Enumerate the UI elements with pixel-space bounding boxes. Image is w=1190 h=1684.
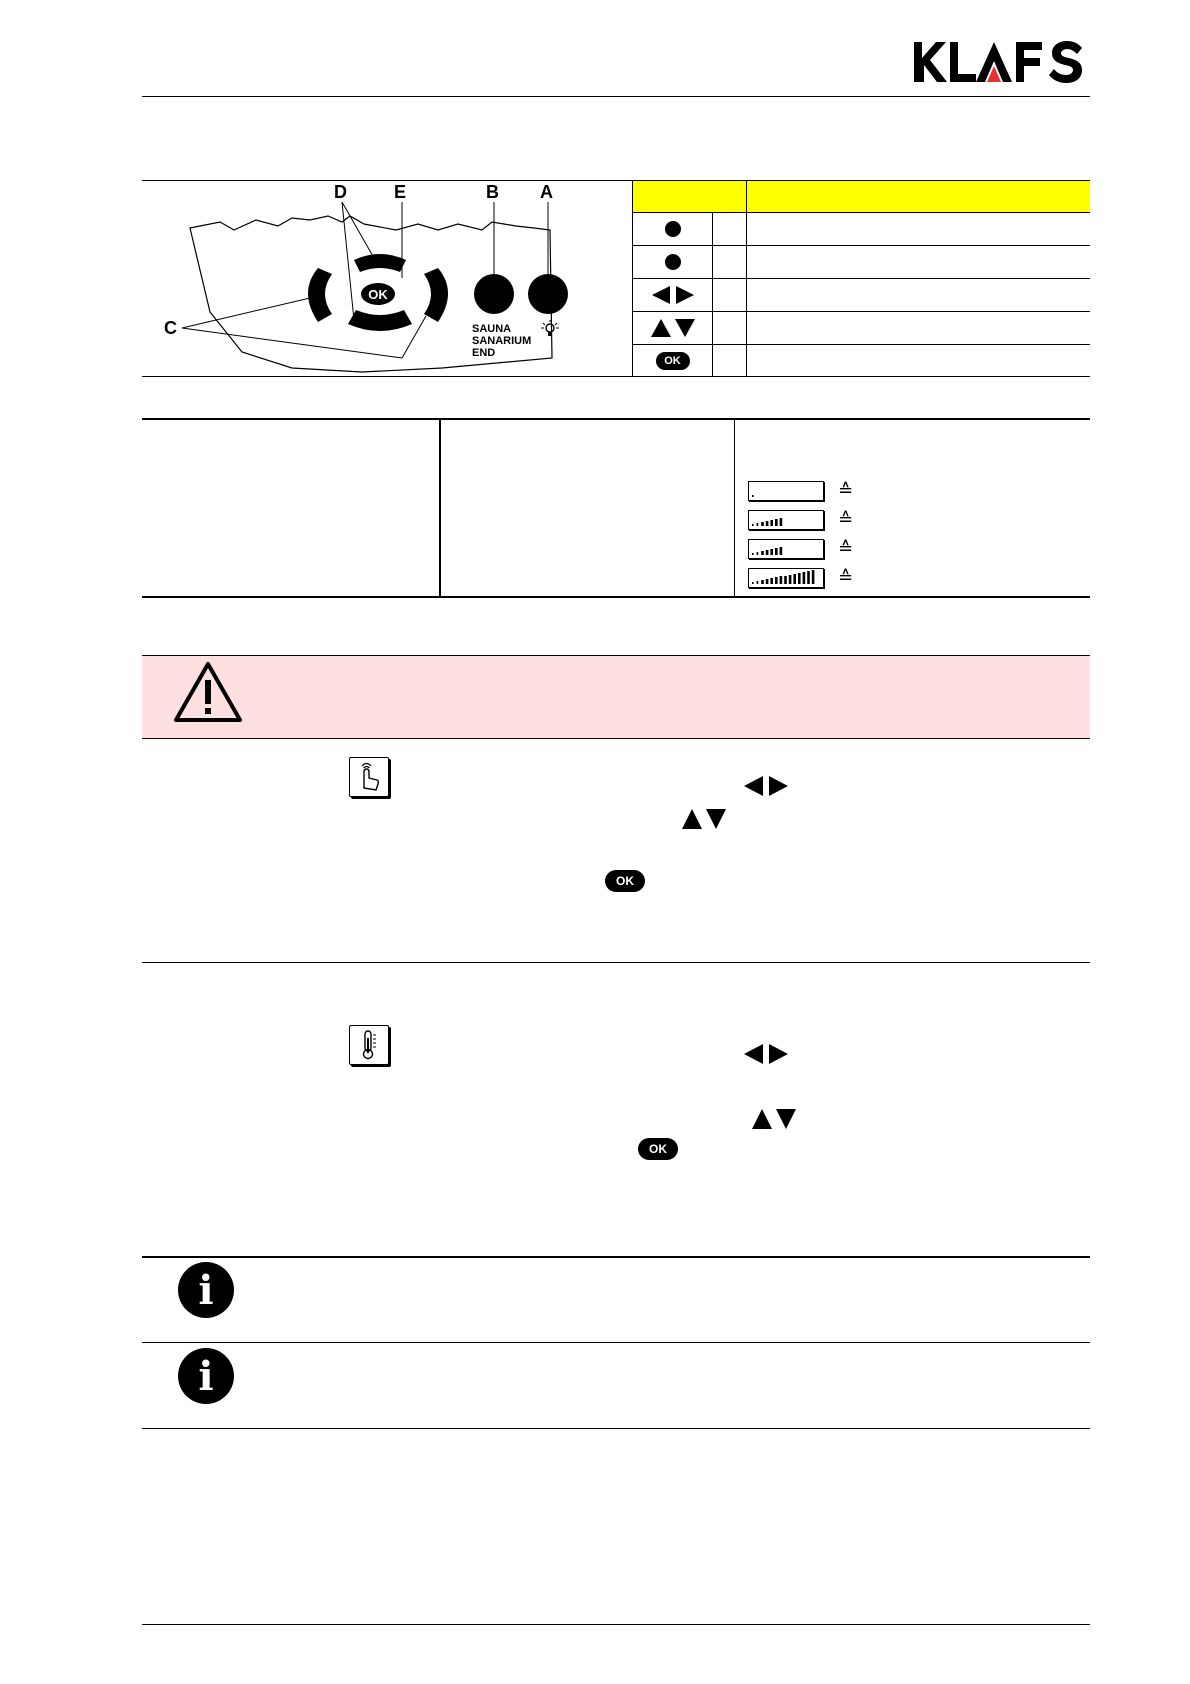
button-a [528,274,568,314]
label-e: E [394,182,407,202]
footer-rule [142,1624,1090,1625]
info-middle-rule [142,1342,1090,1343]
pad-bottom-arc [348,310,412,331]
level-bar [766,521,769,526]
levels-col-divider-2 [734,418,735,596]
label-c: C [164,318,177,338]
level-bar [784,576,787,584]
light-bulb-icon [541,320,559,336]
level-bar [752,524,754,526]
legend-row-4-up-down-triangles-icon [633,312,712,344]
level-bar [761,580,764,584]
pad-ok-label: OK [368,287,388,302]
level-bar [752,553,754,555]
level-bar [766,579,769,584]
level-bar [789,575,792,584]
legend-header-yellow [633,181,1090,212]
legend-row-3-left-right-triangles-icon [633,279,712,311]
level-indicator-list [748,476,868,594]
section2-up-down-triangles-icon [750,1108,798,1135]
legend-col-divider-sub [712,213,713,376]
section2-ok-label: OK [638,1138,678,1160]
level-bar [766,550,769,555]
level-bar [775,548,778,555]
level-equals-icon: ≙ [838,479,854,501]
level-bar [780,547,783,555]
level-equals-icon: ≙ [838,566,854,588]
level-bar [757,523,759,526]
label-b: B [486,182,499,202]
level-bar [761,551,764,555]
touch-hand-icon [349,757,389,797]
level-indicator-row [748,563,868,592]
info-bottom-rule [142,1428,1090,1429]
levels-top-rule [142,418,1090,420]
section1-ok-label: OK [605,870,645,892]
level-bar [757,581,759,584]
level-bar [793,574,796,584]
label-d: D [334,182,347,202]
legend-row-1-dot-icon [633,213,712,245]
section2-ok-icon [638,1138,678,1160]
label-a: A [540,182,553,202]
legend-ok-label: OK [656,352,690,370]
levels-bottom-rule [142,596,1090,598]
level-bar-display [748,510,824,530]
pad-right-arc [424,268,448,322]
level-bar [775,519,778,526]
info-icon-2: i [178,1348,234,1404]
info-top-rule [142,1256,1090,1258]
thermometer-icon [349,1025,389,1065]
warning-box [142,655,1090,739]
info-icon-1: i [178,1262,234,1318]
section2-left-right-triangles-icon [742,1043,790,1070]
figure-bottom-rule [142,376,1090,377]
button-b [474,274,514,314]
level-indicator-row [748,534,868,563]
level-bar [761,522,764,526]
level-equals-icon: ≙ [838,537,854,559]
level-equals-icon: ≙ [838,508,854,530]
level-bar [803,572,806,584]
level-bar [780,518,783,526]
level-bar-display [748,481,824,501]
level-indicator-row [748,505,868,534]
level-bar [780,576,783,584]
section1-left-right-triangles-icon [742,775,790,802]
level-bars [749,569,821,585]
control-panel-diagram [142,182,632,376]
level-bar [752,495,754,497]
legend-row-2-dot-icon [633,246,712,278]
levels-col-divider-1 [439,418,441,596]
level-bar [770,578,773,584]
pad-left-arc [308,268,332,322]
level-bar [757,552,759,555]
level-bars [749,540,821,556]
level-bars [749,482,821,498]
caption-line-3: END [472,347,496,359]
warning-triangle-icon [172,660,244,724]
section1-up-down-triangles-icon [680,808,728,835]
level-bar-display [748,539,824,559]
section-divider [142,962,1090,963]
level-bar [770,520,773,526]
level-bar [752,582,754,584]
level-bar [798,573,801,584]
level-indicator-row [748,476,868,505]
klafs-logo [912,34,1088,90]
header-rule [142,96,1090,97]
klafs-logo-graphic [912,34,1088,90]
caption-line-1: SAUNA [472,323,512,335]
section1-ok-icon [605,870,645,892]
level-bar-display [748,568,824,588]
level-bar [807,571,810,584]
legend-row-5-ok-button-icon [633,345,712,376]
level-bar [770,549,773,555]
level-bar [775,577,778,584]
level-bars [749,511,821,527]
level-bar [812,570,815,584]
caption-line-2: SANARIUM [472,335,532,347]
pad-top-arc [354,254,406,272]
